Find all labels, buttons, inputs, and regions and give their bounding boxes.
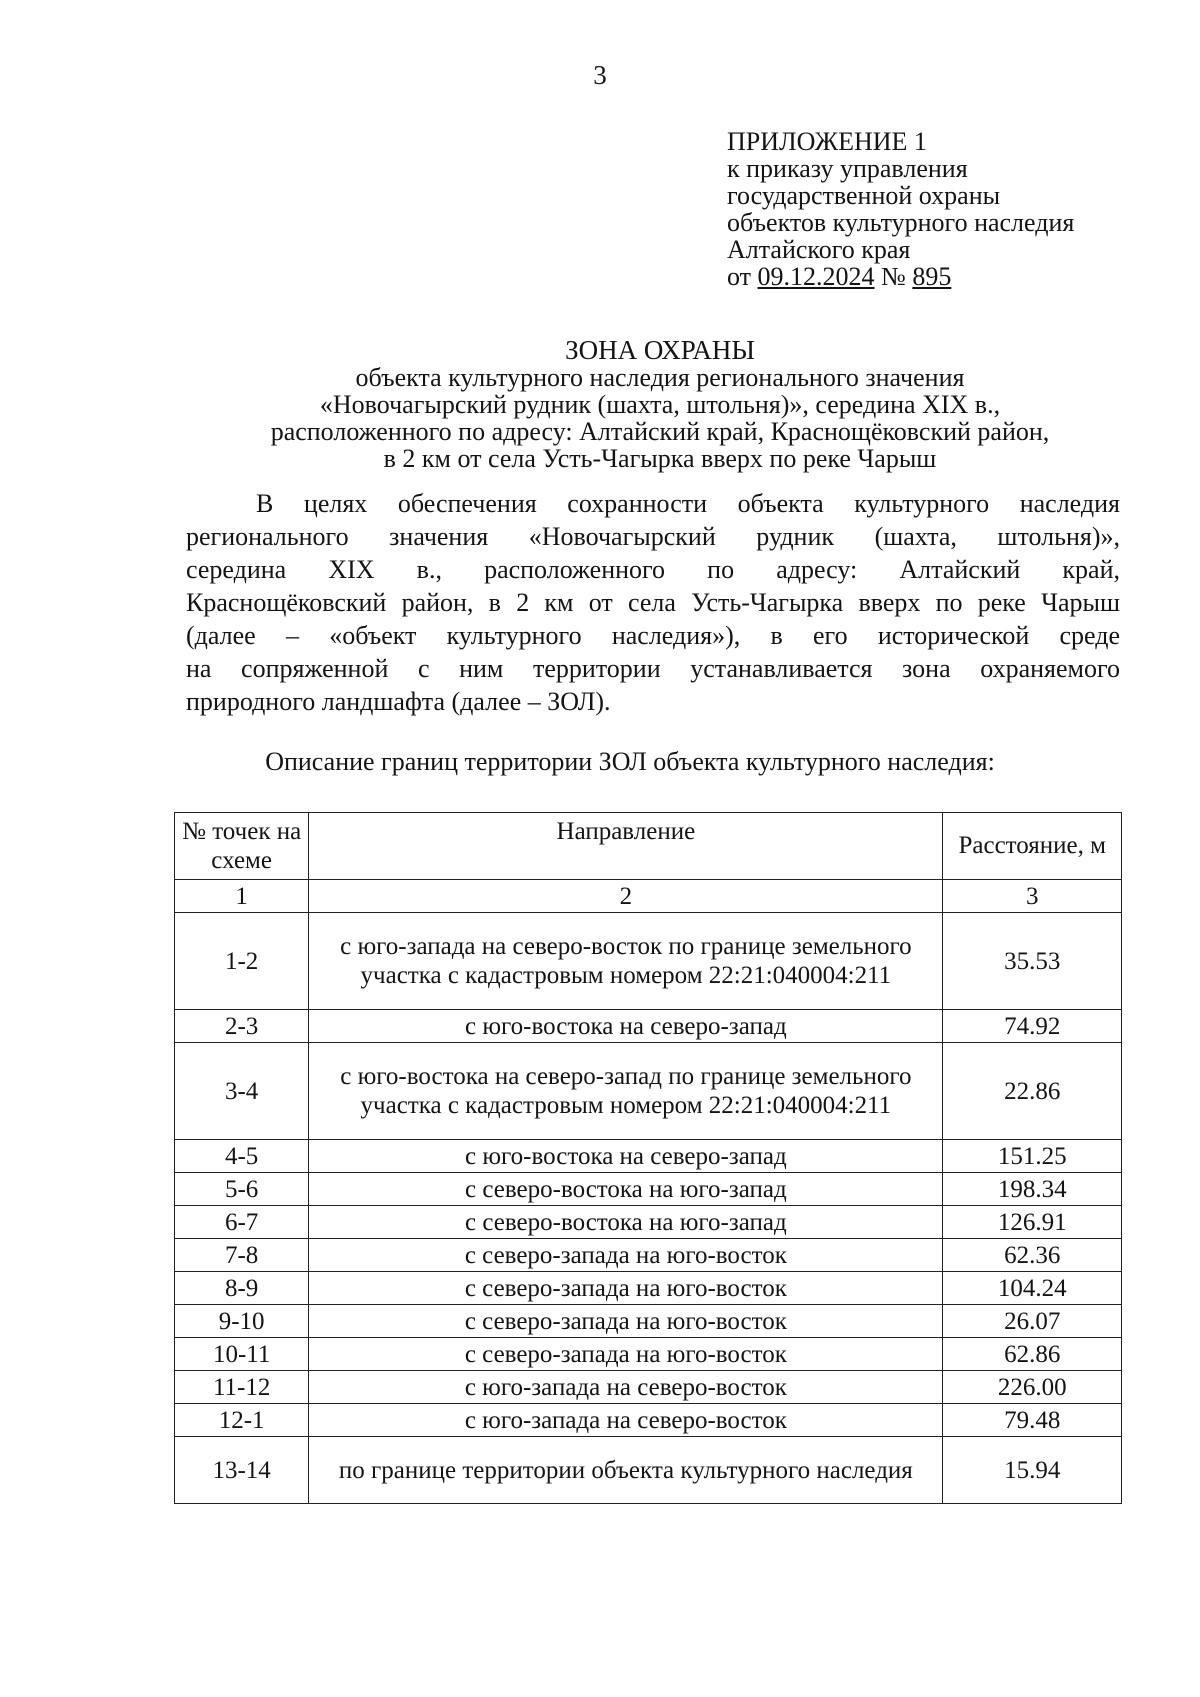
- row-direction: по границе территории объекта культурного наследия: [309, 1437, 943, 1504]
- appendix-date-line: [727, 263, 1074, 290]
- table-row: [175, 1239, 1122, 1272]
- table-row: [175, 1404, 1122, 1437]
- row-points: 1-2: [175, 913, 309, 1010]
- appendix-line-1: к приказу управления: [727, 154, 968, 183]
- row-distance: 35.53: [943, 913, 1122, 1010]
- number-prefix: №: [881, 262, 906, 291]
- row-direction: с северо-запада на юго-восток: [309, 1305, 943, 1338]
- row-points: 13-14: [175, 1437, 309, 1504]
- header-distance: Расстояние, м: [943, 813, 1122, 880]
- table-row: [175, 1140, 1122, 1173]
- document-title: ЗОНА ОХРАНЫ: [565, 335, 755, 365]
- row-distance: 104.24: [943, 1272, 1122, 1305]
- row-points: 10-11: [175, 1338, 309, 1371]
- row-points: 8-9: [175, 1272, 309, 1305]
- row-direction: с юго-востока на северо-запад: [309, 1010, 943, 1043]
- row-distance: 151.25: [943, 1140, 1122, 1173]
- row-direction: с юго-запада на северо-восток: [309, 1404, 943, 1437]
- row-direction: с юго-запада на северо-восток: [309, 1371, 943, 1404]
- table-header-row: [175, 813, 1122, 880]
- intro-line-4: Краснощёковский район, в 2 км от села Усть-Чагырка вверх по реке Чарыш: [186, 588, 1120, 617]
- intro-line-5: (далее – «объект культурного наследия»), в его исторической среде: [186, 621, 1120, 650]
- row-distance: 79.48: [943, 1404, 1122, 1437]
- table-row: [175, 1043, 1122, 1140]
- row-points: 7-8: [175, 1239, 309, 1272]
- intro-line-6: на сопряженной с ним территории устанавливается зона охраняемого: [186, 654, 1120, 683]
- row-direction: с северо-запада на юго-восток: [309, 1239, 943, 1272]
- intro-paragraph: [186, 487, 1120, 718]
- row-direction: с северо-запада на юго-восток: [309, 1338, 943, 1371]
- intro-line-7: природного ландшафта (далее – ЗОЛ).: [186, 687, 611, 716]
- row-direction: с юго-запада на северо-восток по границе земельного участка с кадастровым номером 22:21:040004:211: [309, 913, 943, 1010]
- row-points: 11-12: [175, 1371, 309, 1404]
- table-row: [175, 1305, 1122, 1338]
- row-distance: 62.36: [943, 1239, 1122, 1272]
- intro-line-3: середина XIX в., расположенного по адресу: Алтайский край,: [186, 555, 1120, 584]
- column-number-3: 3: [943, 880, 1122, 913]
- column-number-1: 1: [175, 880, 309, 913]
- table-row: [175, 1272, 1122, 1305]
- table-row: [175, 1010, 1122, 1043]
- appendix-line-2: государственной охраны: [727, 181, 1001, 210]
- intro-line-1: В целях обеспечения сохранности объекта культурного наследия: [256, 489, 1120, 518]
- header-direction: Направление: [309, 813, 943, 880]
- row-direction: с северо-востока на юго-запад: [309, 1173, 943, 1206]
- table-row: [175, 1173, 1122, 1206]
- row-points: 6-7: [175, 1206, 309, 1239]
- row-direction: с юго-востока на северо-запад: [309, 1140, 943, 1173]
- row-distance: 74.92: [943, 1010, 1122, 1043]
- column-number-row: [175, 880, 1122, 913]
- row-points: 3-4: [175, 1043, 309, 1140]
- table-caption: Описание границ территории ЗОЛ объекта культурного наследия:: [265, 747, 995, 776]
- heading-line-3: расположенного по адресу: Алтайский край, Краснощёковский район,: [270, 417, 1050, 446]
- row-points: 12-1: [175, 1404, 309, 1437]
- row-direction: с северо-востока на юго-запад: [309, 1206, 943, 1239]
- page-number: 3: [593, 60, 607, 90]
- row-direction: с северо-запада на юго-восток: [309, 1272, 943, 1305]
- row-distance: 22.86: [943, 1043, 1122, 1140]
- intro-line-2: регионального значения «Новочагырский рудник (шахта, штольня)»,: [186, 522, 1120, 551]
- heading-block: [180, 337, 1140, 472]
- row-distance: 15.94: [943, 1437, 1122, 1504]
- table-row: [175, 913, 1122, 1010]
- row-distance: 198.34: [943, 1173, 1122, 1206]
- row-distance: 126.91: [943, 1206, 1122, 1239]
- order-number: 895: [912, 262, 952, 291]
- row-distance: 62.86: [943, 1338, 1122, 1371]
- row-points: 5-6: [175, 1173, 309, 1206]
- table-row: [175, 1206, 1122, 1239]
- column-number-2: 2: [309, 880, 943, 913]
- appendix-line-4: Алтайского края: [727, 235, 911, 264]
- row-distance: 226.00: [943, 1371, 1122, 1404]
- header-points: № точек на схеме: [175, 813, 309, 880]
- date-prefix: от: [727, 262, 752, 291]
- row-direction: с юго-востока на северо-запад по границе земельного участка с кадастровым номером 22:21:040004:211: [309, 1043, 943, 1140]
- boundary-table: [174, 812, 1122, 1504]
- row-distance: 26.07: [943, 1305, 1122, 1338]
- heading-line-1: объекта культурного наследия регионального значения: [355, 363, 965, 392]
- appendix-title: ПРИЛОЖЕНИЕ 1: [727, 127, 927, 156]
- appendix-block: [727, 128, 1074, 290]
- row-points: 2-3: [175, 1010, 309, 1043]
- heading-line-4: в 2 км от села Усть-Чагырка вверх по реке Чарыш: [383, 444, 937, 473]
- table-row: [175, 1437, 1122, 1504]
- order-date: 09.12.2024: [757, 262, 875, 291]
- row-points: 4-5: [175, 1140, 309, 1173]
- heading-line-2: «Новочагырский рудник (шахта, штольня)», середина XIX в.,: [319, 390, 1001, 419]
- row-points: 9-10: [175, 1305, 309, 1338]
- table-row: [175, 1338, 1122, 1371]
- appendix-line-3: объектов культурного наследия: [727, 208, 1075, 237]
- table-row: [175, 1371, 1122, 1404]
